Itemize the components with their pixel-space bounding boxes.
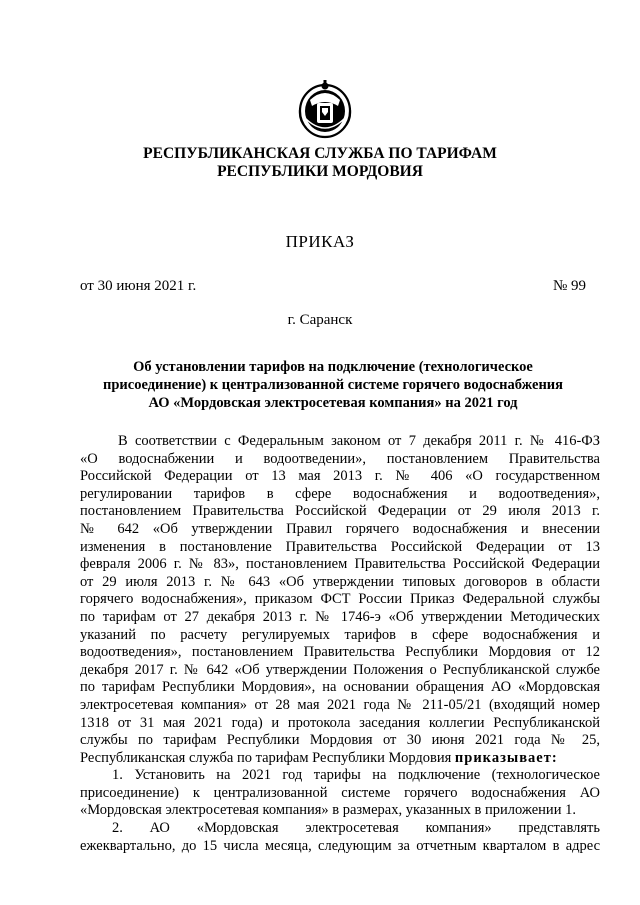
document-type: ПРИКАЗ [285, 232, 355, 251]
body-line: указаний по расчету регулируемых тарифов в сфере водоснабжения и [80, 626, 600, 643]
body-line: изменения в постановление Правительства Российской Федерации от 13 [80, 538, 600, 555]
body-line: присоединение) к централизованной системе горячего водоснабжения АО [80, 784, 600, 801]
body-line: горячего водоснабжения», приказом ФСТ России Приказ Федеральной службы [80, 591, 600, 608]
order-verb: приказывает: [454, 749, 558, 766]
body-line: Российской Федерации от 13 мая 2013 г. № 406 «О государственном [80, 468, 600, 485]
document-date: от 30 июня 2021 г. [80, 278, 197, 294]
body-line: № 642 «Об утверждении Правил горячего водоснабжения и внесении [80, 520, 600, 537]
body-line: постановлением Правительства Российской Федерации от 29 июля 2013 г. [80, 503, 600, 520]
body-line: водоотведения», постановлением Правительства Республики Мордовия от 12 [80, 644, 600, 661]
body-line: декабря 2017 г. № 642 «Об утверждении Положения о Республиканской службе [80, 661, 600, 678]
body-line: «О водоснабжении и водоотведении», постановлением Правительства [80, 450, 600, 467]
body-line-text: Республиканская служба по тарифам Республики Мордовия [80, 749, 455, 766]
title-line: АО «Мордовская электросетевая компания» на 2021 год [148, 395, 518, 411]
document-number: № 99 [552, 278, 586, 294]
body-line: «Мордовская электросетевая компания» в размерах, указанных в приложении 1. [80, 802, 576, 819]
body-line: по тарифам от 27 декабря 2013 г. № 1746-э «Об утверждении Методических [80, 608, 600, 625]
body-line: ежеквартально, до 15 числа месяца, следующим за отчетным кварталом в адрес [80, 837, 600, 854]
organization-name-line1: РЕСПУБЛИКАНСКАЯ СЛУЖБА ПО ТАРИФАМ [143, 145, 497, 162]
document-city: г. Саранск [287, 312, 353, 328]
body-line: В соответствии с Федеральным законом от 7 декабря 2011 г. № 416-ФЗ [118, 433, 600, 449]
coat-of-arms-icon [296, 78, 354, 140]
body-line [80, 750, 600, 768]
body-line: по тарифам Республики Мордовия», на основании обращения АО «Мордовская [80, 679, 600, 696]
title-line: Об установлении тарифов на подключение (технологическое [133, 359, 533, 375]
body-line: службы по тарифам Республики Мордовия от 30 июня 2021 года № 25, [80, 732, 600, 749]
document-body [80, 433, 600, 855]
body-line: регулировании тарифов в сфере водоснабжения и водоотведения», [80, 485, 600, 502]
body-line: февраля 2006 г. № 83», постановлением Правительства Российской Федерации [80, 556, 600, 573]
body-line: от 29 июля 2013 г. № 643 «Об утверждении типовых договоров в области [80, 573, 600, 590]
organization-name-line2: РЕСПУБЛИКИ МОРДОВИЯ [217, 163, 423, 180]
body-line: 1318 от 31 мая 2021 года) и протокола заседания коллегии Республиканской [80, 714, 600, 731]
title-line: присоединение) к централизованной системе горячего водоснабжения [103, 377, 563, 393]
body-line: электросетевая компания» от 28 мая 2021 года № 211-05/21 (входящий номер [80, 696, 600, 713]
body-line: 2. АО «Мордовская электросетевая компания» представлять [112, 820, 600, 837]
body-line: 1. Установить на 2021 год тарифы на подключение (технологическое [112, 767, 600, 784]
document-title [80, 358, 586, 412]
